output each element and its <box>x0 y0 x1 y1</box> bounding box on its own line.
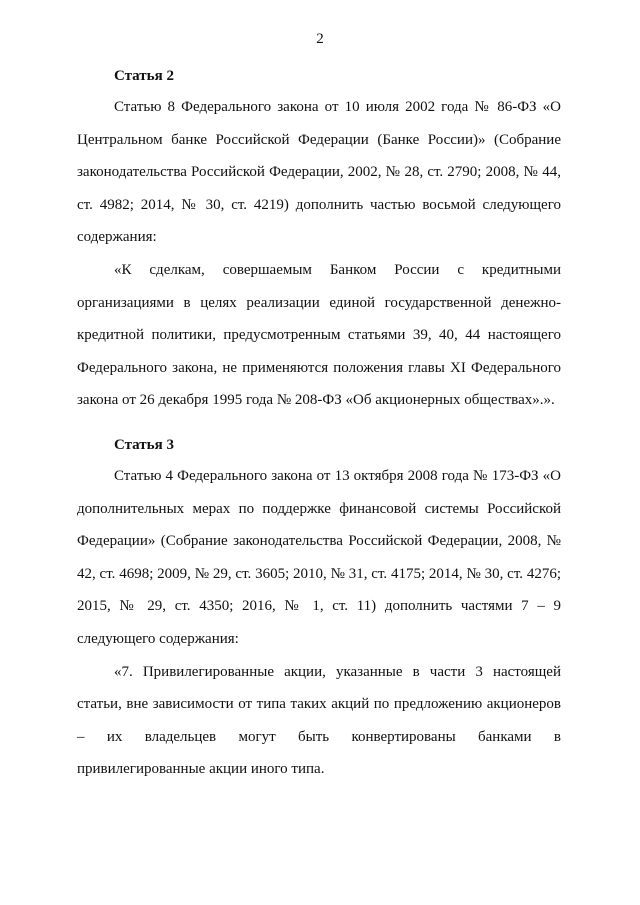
article-heading: Статья 2 <box>114 68 174 84</box>
article-paragraph: Статью 4 Федерального закона от 13 октября 2008 года № 173-ФЗ «О дополнительных мерах по поддержке финансовой системы Российской Федерации» (Собрание законодательства Российской Федерации, 2008, № 42, ст. 4698; 2009, № 29, ст. 3605; 2010, № 31, ст. 4175; 2014, № 30, ст. 4276; 2015, № 29, ст. 4350; 2016, № 1, ст. 11) дополнить частями 7 – 9 следующего содержания: <box>77 467 561 647</box>
article-paragraph: «7. Привилегированные акции, указанные в части 3 настоящей статьи, вне зависимости от типа таких акций по предложению акционеров – их владельцев могут быть конвертированы банками в привилегированные акции иного типа. <box>77 663 561 778</box>
article-paragraph: «К сделкам, совершаемым Банком России с кредитными организациями в целях реализации единой государственной денежно-кредитной политики, предусмотренным статьями 39, 40, 44 настоящего Федерального закона, не применяются положения главы XI Федерального закона от 26 декабря 1995 года № 208-ФЗ «Об акционерных обществах».». <box>77 261 561 409</box>
document-body <box>77 66 561 786</box>
article-heading: Статья 3 <box>114 436 174 453</box>
page-number: 2 <box>316 31 324 47</box>
article-paragraph: Статью 8 Федерального закона от 10 июля 2002 года № 86-ФЗ «О Центральном банке Российской Федерации (Банке России)» (Собрание законодательства Российской Федерации, 2002, № 28, ст. 2790; 2008, № 44, ст. 4982; 2014, № 30, ст. 4219) дополнить частью восьмой следующего содержания: <box>77 99 561 246</box>
section-article-3 <box>77 435 561 786</box>
section-article-2 <box>77 66 561 417</box>
